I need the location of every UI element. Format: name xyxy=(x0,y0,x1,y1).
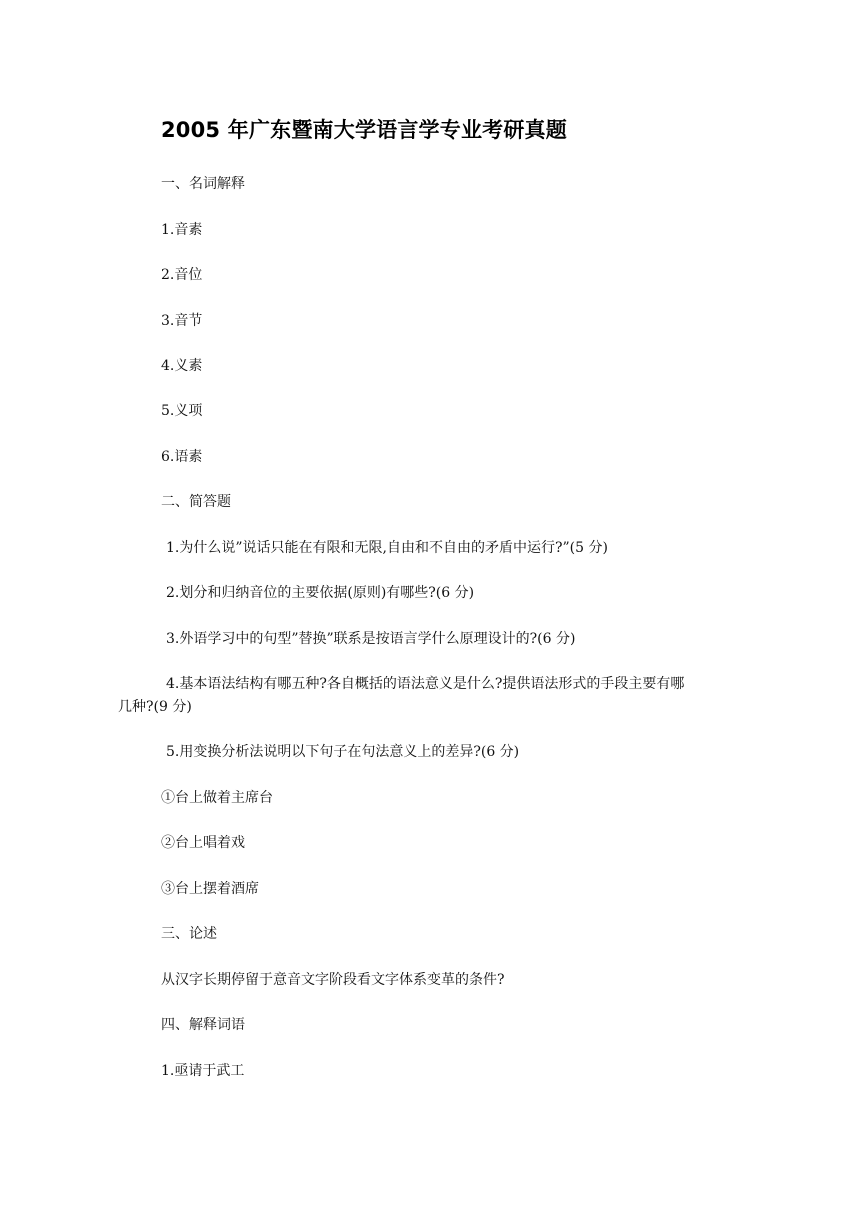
question-item-continuation: 几种?(9 分) xyxy=(118,699,192,715)
section-heading-word-explanation: 四、解释词语 xyxy=(161,1017,245,1033)
section-heading-terms: 一、名词解释 xyxy=(161,176,245,192)
term-item: 4.义素 xyxy=(161,358,203,374)
term-item: 2.音位 xyxy=(161,267,203,283)
question-item: 1.为什么说”说话只能在有限和无限,自由和不自由的矛盾中运行?”(5 分) xyxy=(166,540,608,556)
question-item: 5.用变换分析法说明以下句子在句法意义上的差异?(6 分) xyxy=(166,744,520,760)
term-item: 6.语素 xyxy=(161,449,203,465)
question-item: 4.基本语法结构有哪五种?各自概括的语法意义是什么?提供语法形式的手段主要有哪 xyxy=(166,676,685,692)
document-title: 2005 年广东暨南大学语言学专业考研真题 xyxy=(161,118,567,142)
term-item: 3.音节 xyxy=(161,313,203,329)
example-sentence: ①台上做着主席台 xyxy=(161,790,273,806)
term-item: 5.义项 xyxy=(161,403,203,419)
term-item: 1.音素 xyxy=(161,222,203,238)
question-item: 2.划分和归纳音位的主要依据(原则)有哪些?(6 分) xyxy=(166,585,475,601)
section-heading-short-answer: 二、简答题 xyxy=(161,494,231,510)
essay-question: 从汉字长期停留于意音文字阶段看文字体系变革的条件? xyxy=(161,972,505,988)
section-heading-essay: 三、论述 xyxy=(161,926,217,942)
word-item: 1.亟请于武工 xyxy=(161,1063,245,1079)
example-sentence: ②台上唱着戏 xyxy=(161,835,245,851)
question-item: 3.外语学习中的句型”替换”联系是按语言学什么原理设计的?(6 分) xyxy=(166,631,576,647)
example-sentence: ③台上摆着酒席 xyxy=(161,881,259,897)
